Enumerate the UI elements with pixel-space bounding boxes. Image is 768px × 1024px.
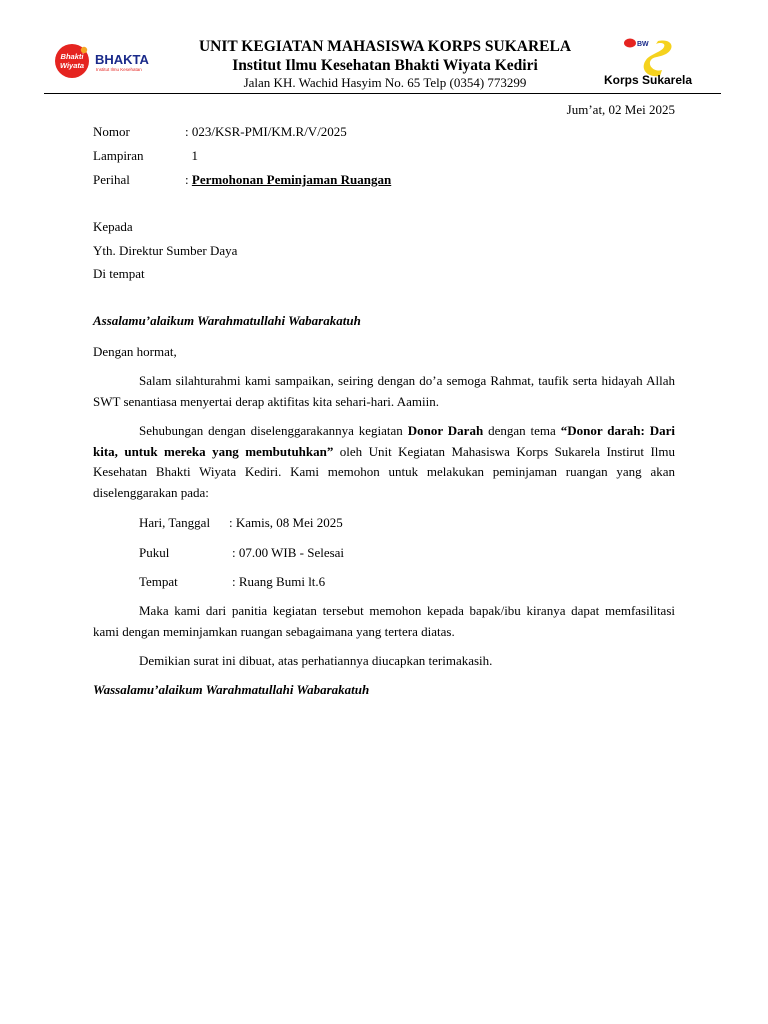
paragraph-2-part-3: oleh Unit Kegiatan Mahasiswa Korps Sukarela Instirut Ilmu Kesehatan Bhakti Wiyata Kediri. Kami memohon untuk melakukan peminjaman ruangan yang akan diselenggarakan pada: (93, 443, 675, 500)
event-details (139, 513, 539, 602)
recipient-line: Di tempat (93, 266, 145, 281)
detail-key: Pukul (139, 544, 170, 560)
detail-value: : 07.00 WIB - Selesai (232, 544, 345, 560)
meta-row-perihal (93, 170, 683, 194)
greeting: Assalamu’alaikum Warahmatullahi Wabarakatuh (93, 313, 361, 328)
event-theme: “Donor darah: Dari kita, untuk mereka yang membutuhkan” (93, 423, 676, 459)
meta-prefix: : (185, 172, 192, 187)
org-name: UNIT KEGIATAN MAHASISWA KORPS SUKARELA (198, 38, 572, 55)
detail-value: : Kamis, 08 Mei 2025 (229, 515, 343, 530)
korps-sukarela-logo (600, 36, 700, 88)
closing: Wassalamu’alaikum Warahmatullahi Wabarakatuh (93, 682, 370, 697)
paragraph-3: Maka kami dari panitia kegiatan tersebut memohon kepada bapak/ibu kiranya dapat memfasilitasi kami dengan meminjamkan ruangan sebagaimana yang tertera diatas. (93, 603, 675, 639)
meta-value (185, 170, 391, 191)
opening: Dengan hormat, (93, 344, 177, 359)
detail-key: Tempat (139, 574, 178, 589)
paragraph-2-part-2: dengan tema (483, 423, 561, 438)
meta-row-nomor (93, 122, 683, 146)
detail-value: : Ruang Bumi lt.6 (232, 574, 326, 589)
meta-value: : 023/KSR-PMI/KM.R/V/2025 (185, 124, 347, 139)
letterhead-divider (44, 93, 721, 94)
paragraph-1: Salam silahturahmi kami sampaikan, seiring dengan do’a semoga Rahmat, taufik serta hidayah Allah SWT senantiasa menyertai derap aktifitas kita sehari-hari. Aamiin. (93, 373, 675, 409)
meta-row-lampiran (93, 146, 683, 170)
letterhead (170, 37, 600, 91)
svg-text:Wiyata: Wiyata (59, 61, 85, 70)
detail-row-time (139, 543, 539, 573)
svg-text:Bhakti: Bhakti (60, 52, 84, 61)
recipient-line: Kepada (93, 219, 133, 234)
recipient (93, 217, 237, 288)
paragraph-2-part-1: Sehubungan dengan diselenggarakannya kegiatan (139, 423, 408, 438)
letter-date: Jum’at, 02 Mei 2025 (566, 102, 675, 117)
paragraph-2 (93, 421, 675, 503)
meta-key: Lampiran (93, 148, 144, 163)
paragraph-4: Demikian surat ini dibuat, atas perhatiannya diucapkan terimakasih. (139, 653, 493, 668)
detail-row-date (139, 513, 539, 543)
event-name: Donor Darah (407, 423, 484, 438)
svg-text:BW: BW (637, 41, 649, 48)
detail-row-place (139, 572, 539, 602)
recipient-line: Yth. Direktur Sumber Daya (93, 242, 238, 258)
svg-text:BHAKTA: BHAKTA (95, 52, 149, 67)
svg-text:Institut Ilmu Kesehatan: Institut Ilmu Kesehatan (96, 67, 142, 72)
org-address: Jalan KH. Wachid Hasyim No. 65 Telp (0354) 773299 (243, 75, 527, 90)
meta-key: Nomor (93, 124, 130, 139)
meta-key: Perihal (93, 172, 130, 187)
detail-key: Hari, Tanggal (139, 515, 211, 530)
svg-text:Korps Sukarela: Korps Sukarela (604, 73, 693, 87)
subject: Permohonan Peminjaman Ruangan (191, 172, 392, 187)
letter-meta (93, 122, 683, 194)
bhakta-logo (55, 44, 165, 80)
meta-value: 1 (185, 148, 198, 163)
institution-name: Institut Ilmu Kesehatan Bhakti Wiyata Kediri (232, 57, 538, 74)
